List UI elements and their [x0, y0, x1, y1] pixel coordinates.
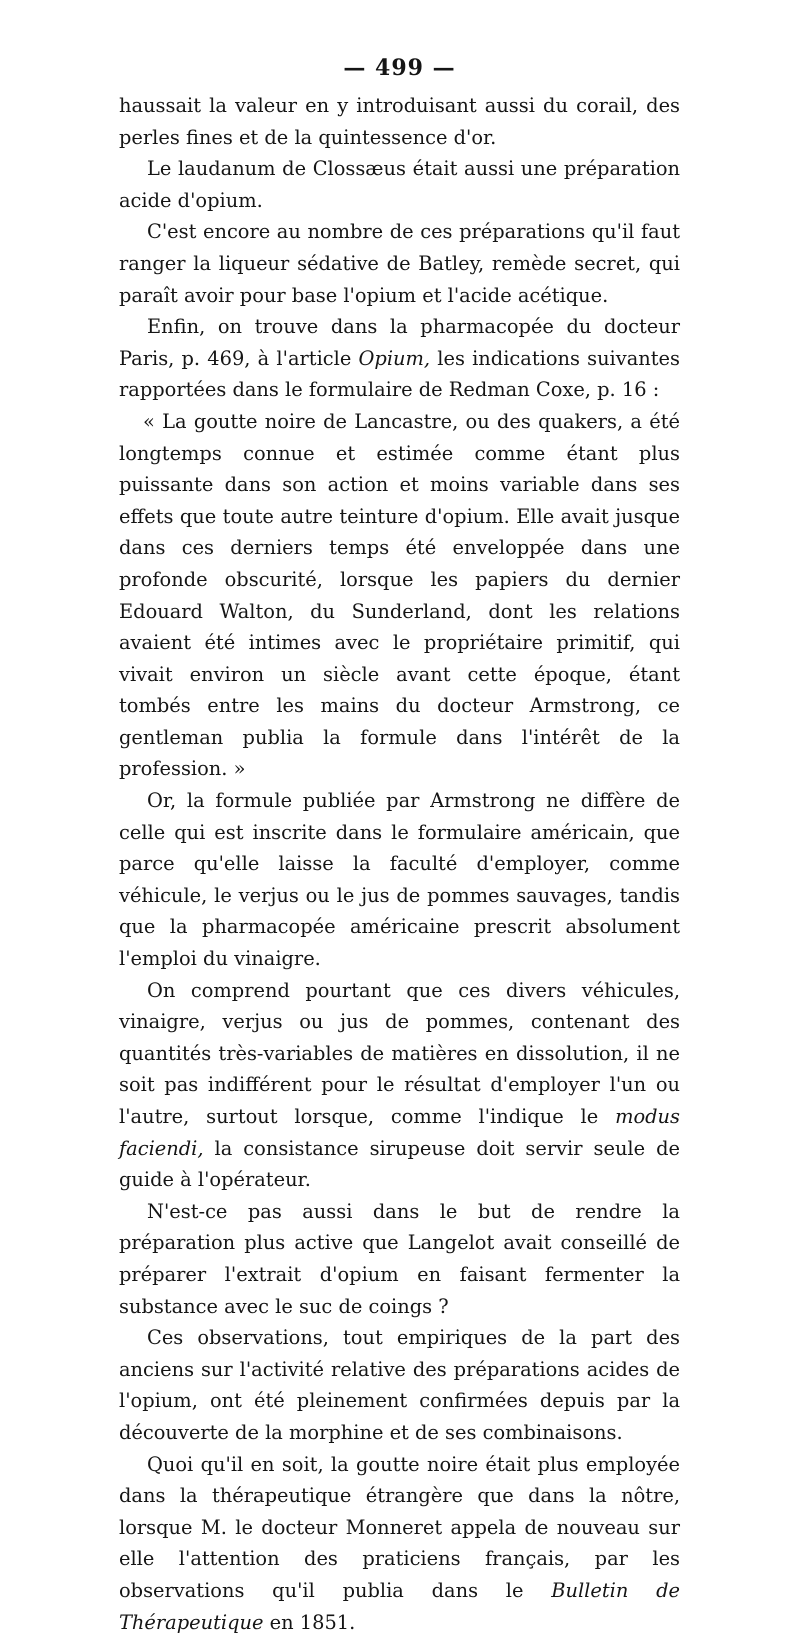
quotation-goutte-noire: « La goutte noire de Lancastre, ou des quakers, a été longtemps connue et estimée comme étant plus puissante dans son action et moins variable dans ses effets que toute autre teinture d'opium. Elle avait jusque dans ces derniers temps été enveloppée dans une profonde obscurité, lorsque les papiers du dernier Edouard Walton, du Sunderland, dont les relations avaient été intimes avec le propriétaire primitif, qui vivait environ un siècle avant cette époque, étant tombés entre les mains du docteur Armstrong, ce gentleman publia la formule dans l'intérêt de la profession. » [119, 409, 680, 781]
paragraph-monneret [119, 1449, 680, 1638]
text-run: la consistance sirupeuse doit servir seule de guide à l'opérateur. [119, 1136, 680, 1192]
body-text [119, 90, 680, 1638]
paragraph-clossaeus: Le laudanum de Clossæus était aussi une préparation acide d'opium. [119, 157, 680, 212]
paragraph-continuation: haussait la valeur en y introduisant aussi du corail, des perles fines et de la quintessence d'or. [119, 94, 680, 149]
text-run: en 1851. [263, 1610, 356, 1634]
italic-term-modus-faciendi: modus faciendi, [119, 1105, 680, 1160]
page-number: — 499 — [343, 55, 456, 81]
text-run: Enfin, on trouve dans la pharmacopée du docteur Paris, p. 469, à l'article [119, 315, 680, 370]
text-run: On comprend pourtant que ces divers véhicules, vinaigre, verjus ou jus de pommes, contenant des quantités très-variables de matières en dissolution, il ne soit pas indifférent pour le résultat d'employer l'un ou l'autre, surtout lorsque, comme l'indique le [119, 978, 680, 1128]
paragraph-batley: C'est encore au nombre de ces préparations qu'il faut ranger la liqueur sédative de Batley, remède secret, qui paraît avoir pour base l'opium et l'acide acétique. [119, 220, 680, 307]
paragraph-langelot: N'est-ce pas aussi dans le but de rendre la préparation plus active que Langelot avait conseillé de préparer l'extrait d'opium en faisant fermenter la substance avec le suc de coings ? [119, 1199, 680, 1318]
paragraph-vehicules [119, 975, 680, 1196]
paragraph-pharmacopee-paris [119, 311, 680, 406]
italic-title-bulletin: Bulletin de Thérapeutique [119, 1578, 680, 1634]
italic-term-opium: Opium, [358, 346, 431, 370]
paragraph-armstrong: Or, la formule publiée par Armstrong ne diffère de celle qui est inscrite dans le formulaire américain, que parce qu'elle laisse la faculté d'employer, comme véhicule, le verjus ou le jus de pommes sauvages, tandis que la pharmacopée américaine prescrit absolument l'emploi du vinaigre. [119, 789, 680, 971]
text-run: les indications suivantes rapportées dans le formulaire de Redman Coxe, p. 16 : [119, 346, 680, 402]
paragraph-observations: Ces observations, tout empiriques de la part des anciens sur l'activité relative des préparations acides de l'opium, ont été pleinement confirmées depuis par la découverte de la morphine et de ses combinaisons. [119, 1326, 680, 1444]
text-run: Quoi qu'il en soit, la goutte noire était plus employée dans la thérapeutique étrangère que dans la nôtre, lorsque M. le docteur Monneret appela de nouveau sur elle l'attention des praticiens français, par les observations qu'il publia dans le [119, 1452, 680, 1602]
